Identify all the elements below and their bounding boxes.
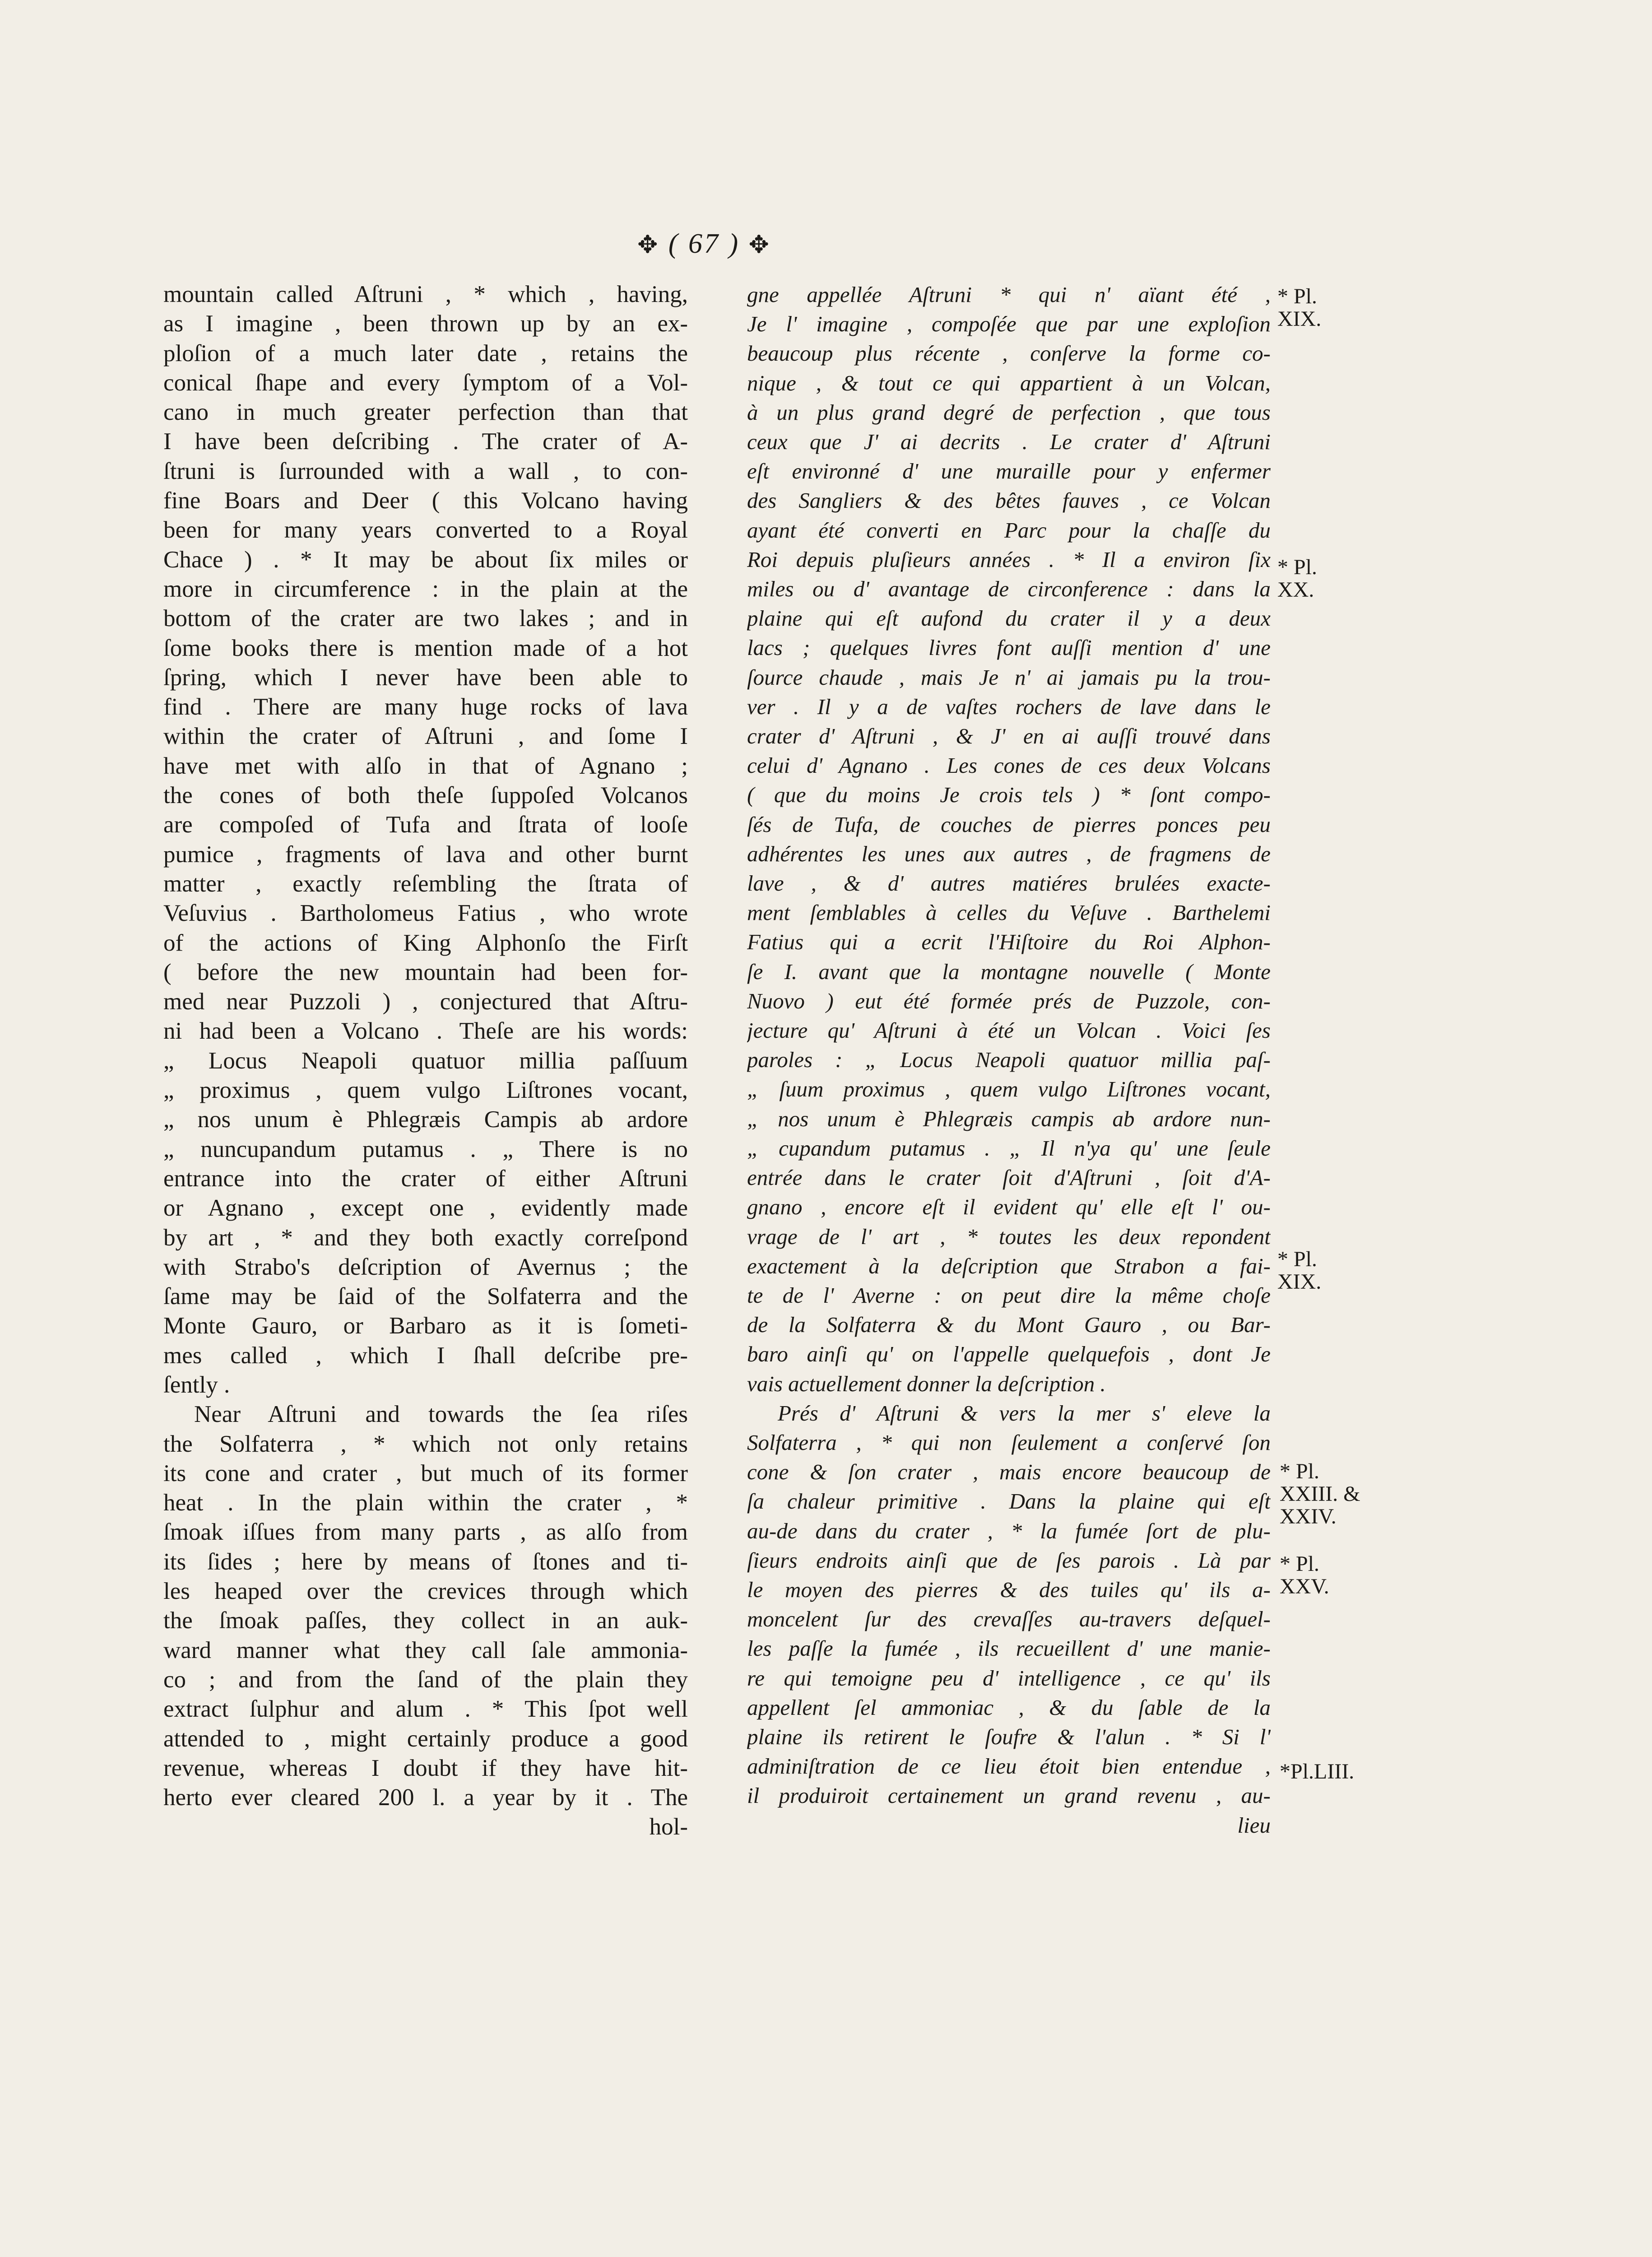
text-line: des Sangliers & des bêtes fauves , ce Volcan <box>747 488 1271 513</box>
text-line: re qui temoigne peu d' intelligence , ce qu' ils <box>747 1665 1271 1690</box>
text-line: les heaped over the crevices through which <box>163 1578 688 1605</box>
text-line: à un plus grand degré de perfection , que tous <box>747 399 1271 425</box>
text-line: celui d' Agnano . Les cones de ces deux Volcans <box>747 753 1271 778</box>
text-line: lave , & d' autres matiéres brulées exacte- <box>747 871 1271 896</box>
text-line: Chace ) . * It may be about ſix miles or <box>163 546 688 573</box>
text-line: hol- <box>649 1814 688 1840</box>
text-line: heat . In the plain within the crater , * <box>163 1490 688 1516</box>
text-line: Prés d' Aſtruni & vers la mer s' eleve la <box>778 1400 1271 1426</box>
text-line: cone & ſon crater , mais encore beaucoup de <box>747 1459 1271 1485</box>
text-line: Veſuvius . Bartholomeus Fatius , who wrote <box>163 900 688 927</box>
text-line: co ; and from the ſand of the plain they <box>163 1666 688 1693</box>
text-line: ploſion of a much later date , retains the <box>163 340 688 367</box>
left-ornament-icon: ✥ <box>637 231 660 258</box>
text-line: les paſſe la fumée , ils recueillent d' une manie- <box>747 1636 1271 1661</box>
text-line: ( que du moins Je crois tels ) * ſont compo- <box>747 782 1271 808</box>
text-line: „ proximus , quem vulgo Liſtrones vocant, <box>163 1077 688 1104</box>
page-number <box>614 228 794 260</box>
text-line: its cone and crater , but much of its former <box>163 1460 688 1486</box>
text-line: lacs ; quelques livres font auſſi mention d' une <box>747 635 1271 660</box>
text-line: il produiroit certainement un grand revenu , au- <box>747 1783 1271 1808</box>
text-line: „ nos unum è Phlegræis campis ab ardore nun- <box>747 1106 1271 1131</box>
text-line: ceux que J' ai decrits . Le crater d' Aſtruni <box>747 429 1271 455</box>
text-line: ſource chaude , mais Je n' ai jamais pu la trou- <box>747 664 1271 690</box>
text-line: ſe I. avant que la montagne nouvelle ( Monte <box>747 959 1271 984</box>
text-line: attended to , might certainly produce a good <box>163 1725 688 1752</box>
text-line: moncelent ſur des crevaſſes au-travers deſquel- <box>747 1607 1271 1632</box>
text-line: extract ſulphur and alum . * This ſpot well <box>163 1696 688 1723</box>
text-line: „ nuncupandum putamus . „ There is no <box>163 1136 688 1162</box>
text-line: beaucoup plus récente , conſerve la forme co- <box>747 341 1271 366</box>
text-line: med near Puzzoli ) , conjectured that Aſtru- <box>163 989 688 1015</box>
text-line: or Agnano , except one , evidently made <box>163 1195 688 1221</box>
margin-note-plate-reference: * Pl. XX. <box>1277 555 1318 602</box>
text-line: entrance into the crater of either Aſtruni <box>163 1165 688 1192</box>
text-line: the ſmoak paſſes, they collect in an auk- <box>163 1607 688 1634</box>
page-number-text: ( 67 ) <box>668 228 740 259</box>
text-line: revenue, whereas I doubt if they have hit- <box>163 1755 688 1781</box>
text-line: mes called , which I ſhall deſcribe pre- <box>163 1342 688 1369</box>
text-line: cano in much greater perfection than that <box>163 399 688 426</box>
text-line: appellent ſel ammoniac , & du ſable de la <box>747 1695 1271 1720</box>
text-line: are compoſed of Tufa and ſtrata of looſe <box>163 812 688 838</box>
text-line: its ſides ; here by means of ſtones and ti- <box>163 1548 688 1575</box>
text-line: fine Boars and Deer ( this Volcano having <box>163 488 688 514</box>
text-line: bottom of the crater are two lakes ; and in <box>163 605 688 632</box>
text-line: by art , * and they both exactly correſpond <box>163 1224 688 1251</box>
text-line: Nuovo ) eut été formée prés de Puzzole, con- <box>747 988 1271 1013</box>
text-line: te de l' Averne : on peut dire la même choſe <box>747 1282 1271 1308</box>
margin-note-plate-reference: * Pl. XXV. <box>1280 1552 1329 1598</box>
text-line: with Strabo's deſcription of Avernus ; the <box>163 1254 688 1280</box>
right-ornament-icon: ✥ <box>748 231 771 258</box>
text-line: „ nos unum è Phlegræis Campis ab ardore <box>163 1106 688 1133</box>
text-line: ſés de Tufa, de couches de pierres ponces peu <box>747 812 1271 837</box>
text-line: nique , & tout ce qui appartient à un Volcan, <box>747 370 1271 395</box>
text-line: gne appellée Aſtruni * qui n' aïant été , <box>747 282 1271 307</box>
text-line: ſently . <box>163 1371 230 1398</box>
text-line: herto ever cleared 200 l. a year by it . The <box>163 1784 688 1811</box>
text-line: jecture qu' Aſtruni à été un Volcan . Voici ſes <box>747 1018 1271 1043</box>
text-line: ſmoak iſſues from many parts , as alſo from <box>163 1519 688 1546</box>
text-line: plaine qui eſt aufond du crater il y a deux <box>747 606 1271 631</box>
text-line: Solfaterra , * qui non ſeulement a conſervé ſon <box>747 1430 1271 1455</box>
text-line: ment ſemblables à celles du Veſuve . Barthelemi <box>747 900 1271 925</box>
french-text-column <box>747 280 1271 1840</box>
text-line: „ cupandum putamus . „ Il n'ya qu' une ſeule <box>747 1135 1271 1161</box>
text-line: ſieurs endroits ainſi que de ſes parois . Là par <box>747 1547 1271 1573</box>
text-line: plaine ils retirent le ſoufre & l'alun . * Si l' <box>747 1724 1271 1749</box>
text-line: eſt environné d' une muraille pour y enfermer <box>747 459 1271 484</box>
margin-note-plate-reference: * Pl. XIX. <box>1277 1247 1322 1294</box>
text-line: crater d' Aſtruni , & J' en ai auſſi trouvé dans <box>747 724 1271 749</box>
text-line: baro ainſi qu' on l'appelle quelquefois , dont Je <box>747 1342 1271 1367</box>
text-line: mountain called Aſtruni , * which , having, <box>163 281 688 307</box>
text-line: pumice , fragments of lava and other burnt <box>163 841 688 868</box>
text-line: ward manner what they call ſale ammonia- <box>163 1637 688 1663</box>
text-line: ſome books there is mention made of a hot <box>163 635 688 661</box>
text-line: ( before the new mountain had been for- <box>163 959 688 985</box>
text-line: of the actions of King Alphonſo the Firſt <box>163 929 688 956</box>
text-line: ſpring, which I never have been able to <box>163 664 688 691</box>
margin-note-plate-reference: *Pl.LIII. <box>1280 1760 1355 1783</box>
text-line: „ Locus Neapoli quatuor millia paſſuum <box>163 1047 688 1074</box>
text-line: find . There are many huge rocks of lava <box>163 694 688 720</box>
text-line: ſtruni is ſurrounded with a wall , to con- <box>163 458 688 484</box>
margin-note-plate-reference: * Pl. XIX. <box>1277 284 1322 331</box>
text-line: Fatius qui a ecrit l'Hiſtoire du Roi Alphon- <box>747 929 1271 955</box>
text-line: ſame may be ſaid of the Solfaterra and the <box>163 1283 688 1310</box>
text-line: the Solfaterra , * which not only retains <box>163 1430 688 1457</box>
text-line: more in circumference : in the plain at the <box>163 576 688 602</box>
text-line: gnano , encore eſt il evident qu' elle eſt l' ou- <box>747 1194 1271 1220</box>
text-line: adhérentes les unes aux autres , de fragmens de <box>747 841 1271 866</box>
text-line: „ ſuum proximus , quem vulgo Liſtrones vocant, <box>747 1077 1271 1102</box>
text-line: vais actuellement donner la deſcription . <box>747 1371 1106 1396</box>
text-line: entrée dans le crater ſoit d'Aſtruni , ſoit d'A- <box>747 1165 1271 1190</box>
text-line: have met with alſo in that of Agnano ; <box>163 752 688 779</box>
text-line: conical ſhape and every ſymptom of a Vol- <box>163 369 688 396</box>
text-line: vrage de l' art , * toutes les deux repondent <box>747 1224 1271 1249</box>
text-line: ver . Il y a de vaſtes rochers de lave dans le <box>747 694 1271 719</box>
text-line: ſa chaleur primitive . Dans la plaine qui eſt <box>747 1489 1271 1514</box>
text-line: Monte Gauro, or Barbaro as it is ſometi- <box>163 1313 688 1339</box>
text-line: adminiſtration de ce lieu étoit bien entendue , <box>747 1754 1271 1779</box>
text-line: ayant été converti en Parc pour la chaſſe du <box>747 517 1271 543</box>
text-line: the cones of both theſe ſuppoſed Volcanos <box>163 782 688 809</box>
text-line: been for many years converted to a Royal <box>163 517 688 543</box>
text-line: I have been deſcribing . The crater of A- <box>163 428 688 455</box>
text-line: exactement à la deſcription que Strabon a fai- <box>747 1253 1271 1278</box>
text-line: au-de dans du crater , * la fumée ſort de plu- <box>747 1518 1271 1543</box>
text-line: ni had been a Volcano . Theſe are his words: <box>163 1018 688 1045</box>
text-line: within the crater of Aſtruni , and ſome I <box>163 723 688 750</box>
text-line: Roi depuis pluſieurs années . * Il a environ ſix <box>747 547 1271 572</box>
text-line: Je l' imagine , compoſée que par une exploſion <box>747 311 1271 337</box>
text-line: matter , exactly reſembling the ſtrata of <box>163 870 688 897</box>
english-text-column <box>163 280 688 1842</box>
text-line: le moyen des pierres & des tuiles qu' ils a- <box>747 1577 1271 1602</box>
text-line: de la Solfaterra & du Mont Gauro , ou Bar- <box>747 1312 1271 1337</box>
text-line: paroles : „ Locus Neapoli quatuor millia paſ- <box>747 1047 1271 1073</box>
text-line: miles ou d' avantage de circonference : dans la <box>747 576 1271 602</box>
text-line: Near Aſtruni and towards the ſea riſes <box>194 1401 688 1428</box>
text-line: as I imagine , been thrown up by an ex- <box>163 311 688 337</box>
margin-note-plate-reference: * Pl. XXIII. & XXIV. <box>1280 1459 1360 1528</box>
text-line: lieu <box>1237 1812 1271 1838</box>
